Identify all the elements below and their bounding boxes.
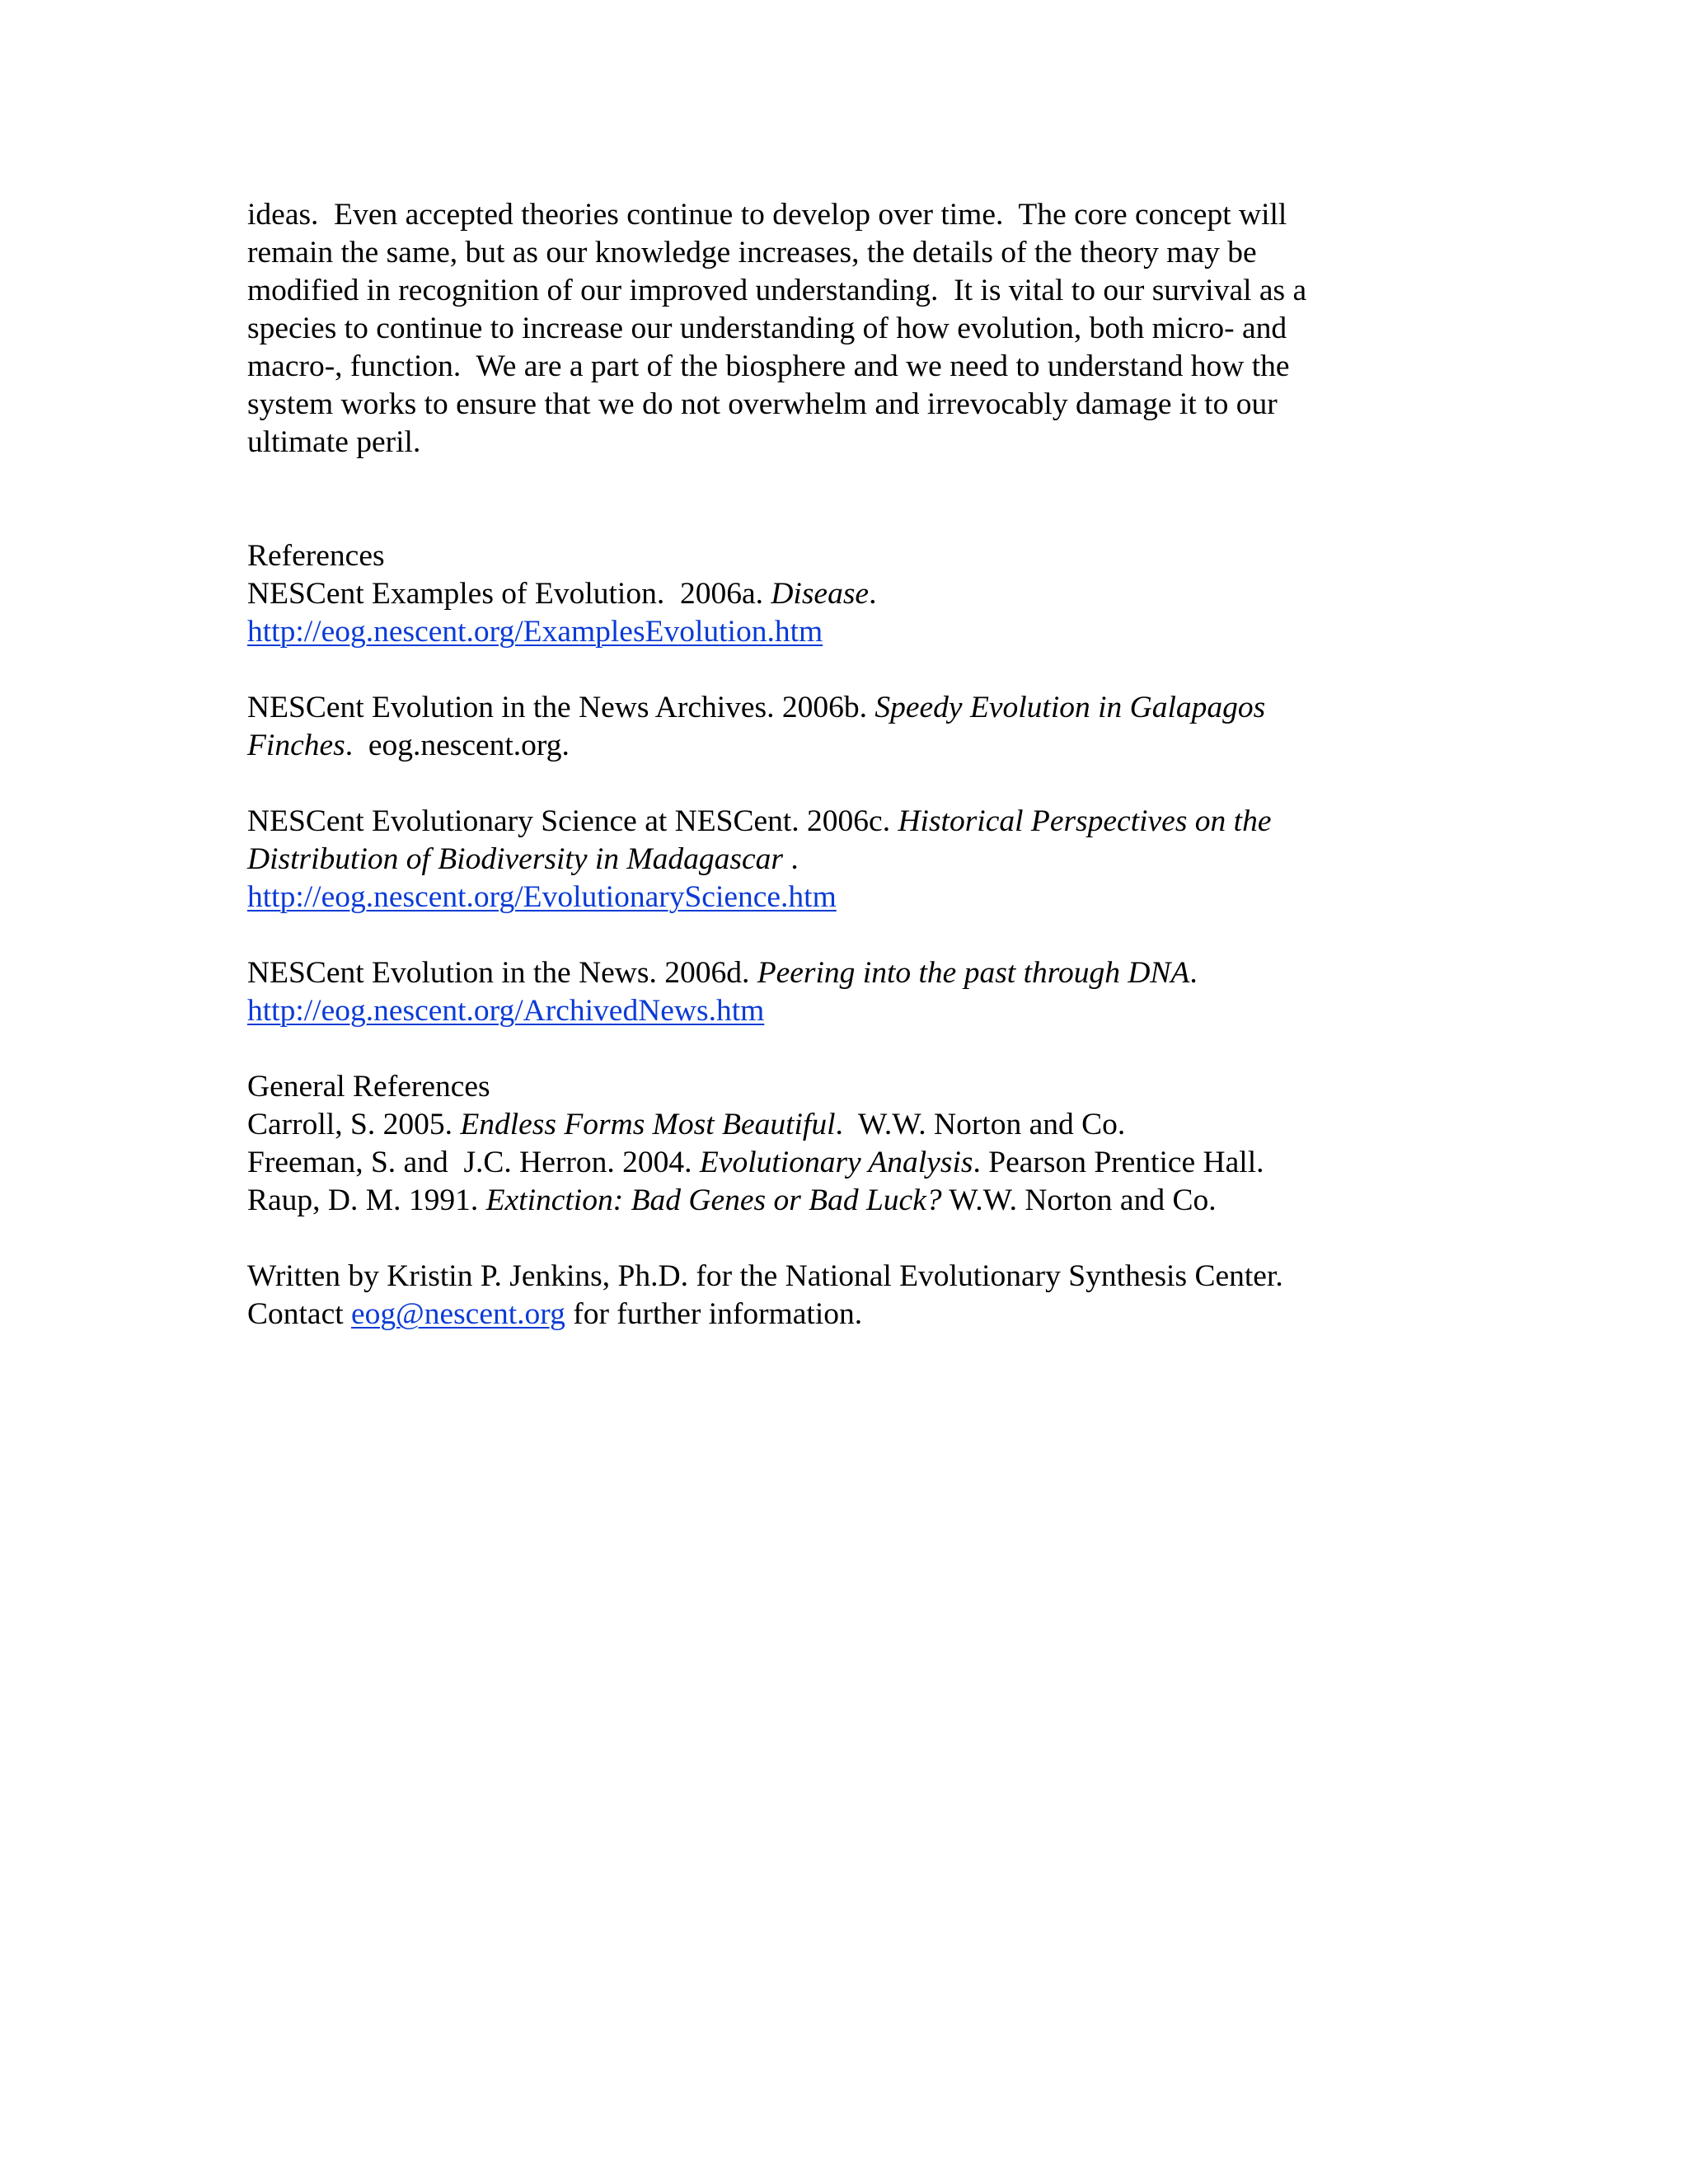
- reference-title: Finches: [247, 729, 345, 762]
- reference-link[interactable]: http://eog.nescent.org/ArchivedNews.htm: [247, 994, 765, 1028]
- reference-title: Disease: [771, 577, 870, 611]
- reference-title: Distribution of Biodiversity in Madagascar: [247, 842, 783, 876]
- reference-item: NESCent Evolutionary Science at NESCent. 2006c. Historical Perspectives on the Distribution of Biodiversity in Madagascar . http://eog.nescent.org/EvolutionaryScience.htm: [247, 804, 1272, 914]
- reference-link[interactable]: http://eog.nescent.org/EvolutionaryScience.htm: [247, 880, 837, 914]
- paragraph-line: system works to ensure that we do not overwhelm and irrevocably damage it to our: [247, 387, 1278, 421]
- general-references-heading: General References: [247, 1070, 490, 1104]
- paragraph-line: remain the same, but as our knowledge increases, the details of the theory may be: [247, 236, 1257, 269]
- general-reference-item: Carroll, S. 2005. Endless Forms Most Beautiful. W.W. Norton and Co.: [247, 1108, 1126, 1141]
- reference-link[interactable]: http://eog.nescent.org/ExamplesEvolution.htm: [247, 615, 823, 649]
- body-paragraph: [247, 196, 1451, 462]
- reference-title: Evolutionary Analysis: [699, 1146, 973, 1179]
- reference-authors: NESCent Evolution in the News Archives. 2006b.: [247, 691, 875, 724]
- reference-authors: NESCent Examples of Evolution. 2006a.: [247, 577, 771, 611]
- author-credit: Written by Kristin P. Jenkins, Ph.D. for the National Evolutionary Synthesis Center.: [247, 1259, 1283, 1293]
- reference-item: NESCent Evolution in the News Archives. 2006b. Speedy Evolution in Galapagos Finches. eog.nescent.org.: [247, 691, 1266, 762]
- reference-item: NESCent Examples of Evolution. 2006a. Disease. http://eog.nescent.org/ExamplesEvolution.htm: [247, 577, 877, 649]
- paragraph-line: species to continue to increase our understanding of how evolution, both micro- and: [247, 312, 1287, 345]
- reference-title: Historical Perspectives on the: [898, 804, 1272, 838]
- reference-title: Peering into the past through DNA: [757, 956, 1190, 990]
- general-references-section: [247, 1068, 1451, 1220]
- references-heading: References: [247, 539, 385, 573]
- contact-line: Contact eog@nescent.org for further information.: [247, 1297, 863, 1331]
- document-page: [247, 196, 1451, 1333]
- references-section: [247, 537, 1451, 1030]
- general-reference-item: Freeman, S. and J.C. Herron. 2004. Evolutionary Analysis. Pearson Prentice Hall.: [247, 1146, 1264, 1179]
- general-reference-item: Raup, D. M. 1991. Extinction: Bad Genes or Bad Luck? W.W. Norton and Co.: [247, 1183, 1217, 1217]
- reference-authors: NESCent Evolution in the News. 2006d.: [247, 956, 757, 990]
- reference-authors: NESCent Evolutionary Science at NESCent. 2006c.: [247, 804, 898, 838]
- paragraph-line: ideas. Even accepted theories continue to develop over time. The core concept will: [247, 198, 1287, 232]
- reference-title: Speedy Evolution in Galapagos: [874, 691, 1266, 724]
- contact-email-link[interactable]: eog@nescent.org: [351, 1297, 565, 1331]
- reference-title: Endless Forms Most Beautiful: [460, 1108, 836, 1141]
- paragraph-line: ultimate peril.: [247, 425, 421, 459]
- reference-title: Extinction: Bad Genes or Bad Luck?: [485, 1183, 942, 1217]
- paragraph-line: modified in recognition of our improved understanding. It is vital to our survival as a: [247, 274, 1307, 307]
- author-footer: [247, 1258, 1451, 1333]
- reference-item: NESCent Evolution in the News. 2006d. Peering into the past through DNA. http://eog.nescent.org/ArchivedNews.htm: [247, 956, 1198, 1028]
- paragraph-line: macro-, function. We are a part of the biosphere and we need to understand how the: [247, 349, 1290, 383]
